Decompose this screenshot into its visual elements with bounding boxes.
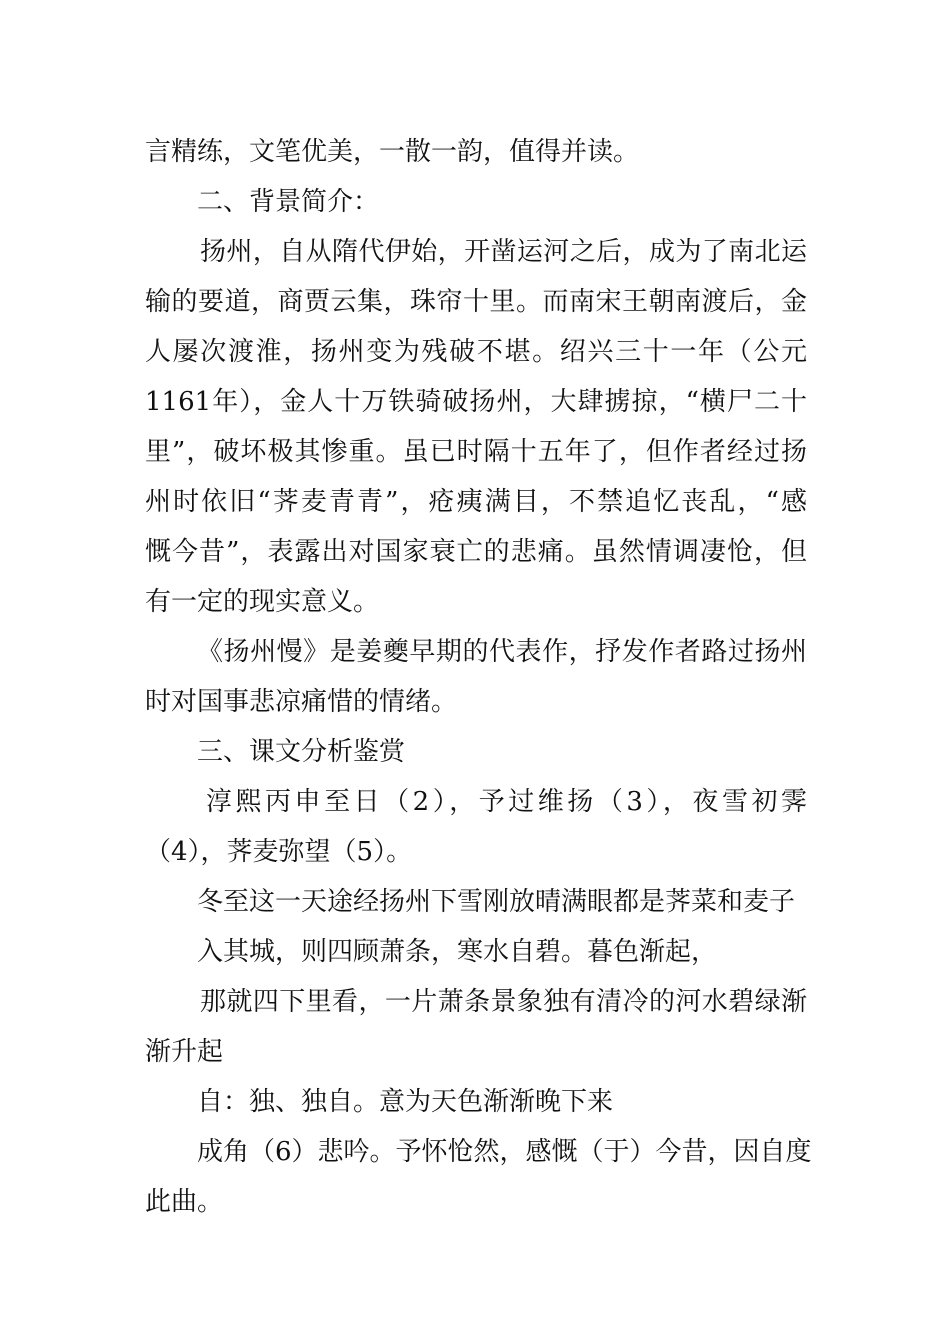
text-line: 那就四下里看，一片萧条景象独有清冷的河水碧绿渐 <box>200 987 807 1017</box>
text-line: 1161年），金人十万铁骑破扬州，大肆掳掠，“横尸二十 <box>145 387 807 417</box>
text-line: 渐升起 <box>145 1037 224 1067</box>
text-line: 慨今昔”，表露出对国家衰亡的悲痛。虽然情调凄怆，但 <box>145 537 807 567</box>
text-line: 言精练，文笔优美，一散一韵，值得并读。 <box>145 137 640 167</box>
text-line: 冬至这一天途经扬州下雪刚放晴满眼都是荠菜和麦子 <box>197 887 796 917</box>
text-line: 人屡次渡淮，扬州变为残破不堪。绍兴三十一年（公元 <box>145 337 807 367</box>
text-line: 里”，破坏极其惨重。虽已时隔十五年了，但作者经过扬 <box>145 437 807 467</box>
text-line: 扬州，自从隋代伊始，开凿运河之后，成为了南北运 <box>200 237 807 267</box>
text-line: 有一定的现实意义。 <box>145 587 380 617</box>
text-line: 输的要道，商贾云集，珠帘十里。而南宋王朝南渡后，金 <box>145 287 807 317</box>
text-line: 时对国事悲凉痛惜的情绪。 <box>145 687 458 717</box>
text-line: 《扬州慢》是姜夔早期的代表作，抒发作者路过扬州 <box>197 637 807 667</box>
text-line: （4），荠麦弥望（5）。 <box>145 837 413 867</box>
text-line: 成角（6）悲吟。予怀怆然，感慨（于）今昔，因自度 <box>197 1137 812 1167</box>
text-line: 入其城，则四顾萧条，寒水自碧。暮色渐起， <box>197 937 718 967</box>
text-line: 州时依旧“荠麦青青”，疮痍满目，不禁追忆丧乱，“感 <box>145 487 807 517</box>
text-line: 自：独、独自。意为天色渐渐晚下来 <box>197 1087 614 1117</box>
text-line: 淳熙丙申至日（2），予过维扬（3），夜雪初霁 <box>206 787 807 817</box>
text-line: 此曲。 <box>145 1187 224 1217</box>
section-heading: 二、背景简介： <box>197 187 380 217</box>
section-heading: 三、课文分析鉴赏 <box>197 737 406 767</box>
